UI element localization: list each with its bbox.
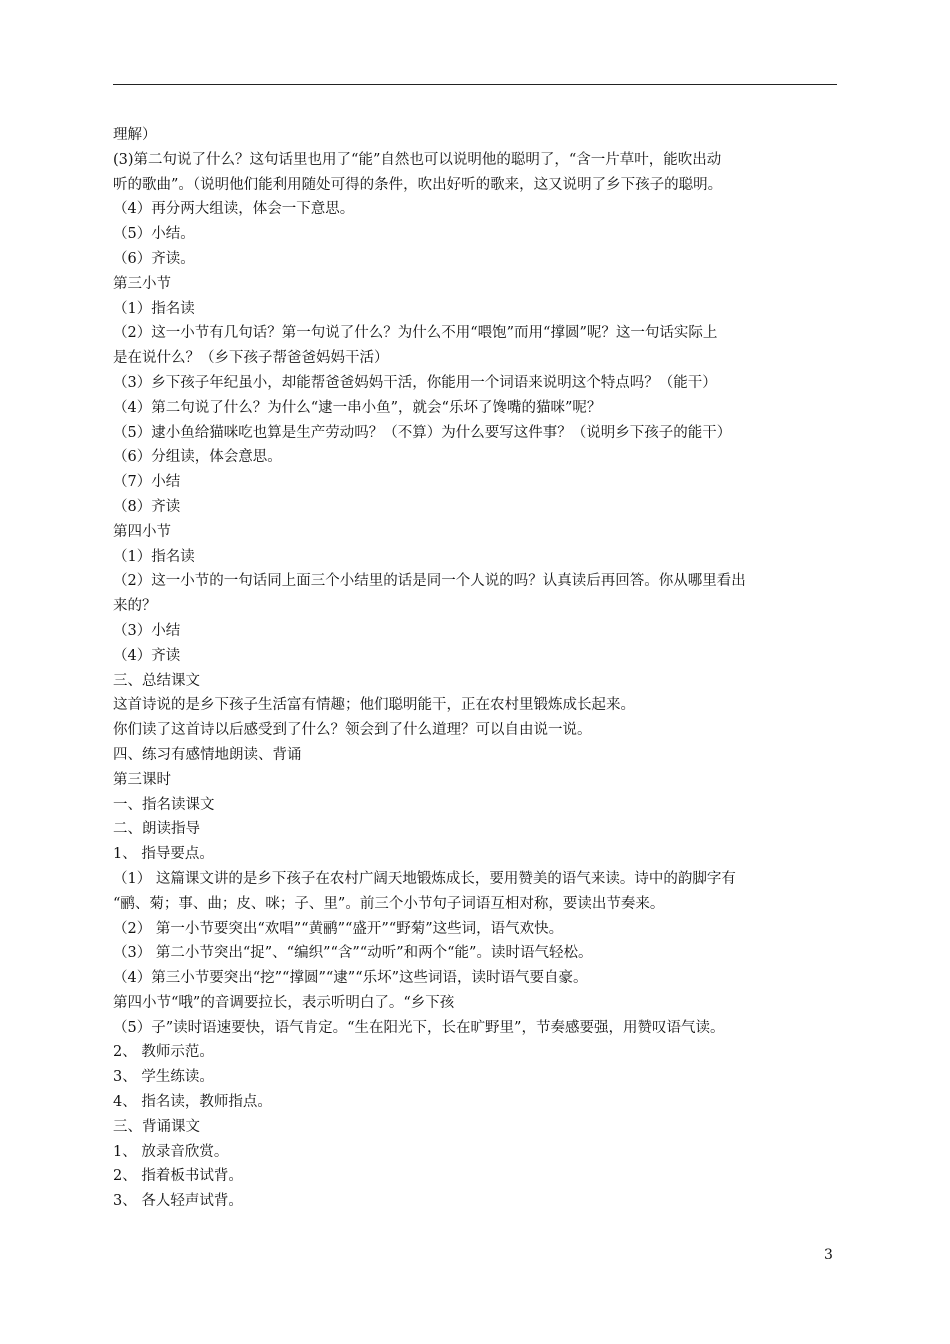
text-line: 3、 各人轻声试背。: [113, 1193, 243, 1210]
text-line: 一、指名读课文: [113, 796, 215, 813]
text-line: （4）齐读: [113, 647, 181, 664]
text-line: （8）齐读: [113, 498, 181, 515]
text-line: 3、 学生练读。: [113, 1069, 214, 1086]
text-line: 2、 教师示范。: [113, 1044, 214, 1061]
text-line: （4）第三小节要突出“挖”“撑圆”“逮”“乐坏”这些词语，读时语气要自豪。: [113, 970, 588, 987]
header-rule: [113, 84, 837, 85]
text-line: 三、背诵课文: [113, 1118, 200, 1135]
text-line: 1、 放录音欣赏。: [113, 1143, 229, 1160]
text-line: 1、 指导要点。: [113, 846, 214, 863]
text-line: （7）小结: [113, 474, 181, 491]
text-line: 二、朗读指导: [113, 821, 200, 838]
text-line: (3)第二句说了什么？这句话里也用了“能”自然也可以说明他的聪明了，“含一片草叶，能吹出动: [113, 151, 722, 168]
text-line: 四、练习有感情地朗读、背诵: [113, 746, 302, 763]
text-line: （3）乡下孩子年纪虽小，却能帮爸爸妈妈干活，你能用一个词语来说明这个特点吗？（能干）: [113, 374, 717, 391]
text-line: （5）小结。: [113, 226, 195, 243]
page-number: 3: [824, 1247, 833, 1263]
text-line: 听的歌曲”。（说明他们能利用随处可得的条件，吹出好听的歌来，这又说明了乡下孩子的聪明。: [113, 176, 723, 193]
text-line: 你们读了这首诗以后感受到了什么？领会到了什么道理？可以自由说一说。: [113, 722, 592, 739]
text-line: （5）子”读时语速要快，语气肯定。“生在阳光下，长在旷野里”，节奏感要强，用赞叹语气读。: [113, 1019, 725, 1036]
text-line: 理解）: [113, 127, 157, 143]
text-line: 第三小节: [113, 275, 171, 292]
text-line: 第四小节: [113, 523, 171, 540]
text-line: （1）指名读: [113, 300, 195, 317]
text-line: （2）这一小节有几句话？第一句说了什么？为什么不用“喂饱”而用“撑圆”呢？这一句话实际上: [113, 325, 718, 342]
text-line: （3） 第二小节突出“捉”、“编织”“含”“动听”和两个“能”。读时语气轻松。: [113, 945, 593, 962]
text-line: 2、 指着板书试背。: [113, 1168, 243, 1185]
text-line: “鹂、菊；事、曲；皮、咪；子、里”。前三个小节句子词语互相对称，要读出节奏来。: [113, 895, 665, 912]
text-line: 4、 指名读，教师指点。: [113, 1094, 272, 1111]
document-body: [113, 123, 839, 1214]
text-line: 第三课时: [113, 771, 171, 788]
text-line: （2） 第一小节要突出“欢唱”“黄鹂”“盛开”“野菊”这些词，语气欢快。: [113, 920, 564, 937]
text-line: 三、总结课文: [113, 672, 200, 689]
text-line: （4）第二句说了什么？为什么“逮一串小鱼”，就会“乐坏了馋嘴的猫咪”呢？: [113, 399, 602, 416]
text-line: （2）这一小节的一句话同上面三个小结里的话是同一个人说的吗？认真读后再回答。你从哪里看出: [113, 573, 746, 590]
text-line: （1） 这篇课文讲的是乡下孩子在农村广阔天地锻炼成长，要用赞美的语气来读。诗中的韵脚字有: [113, 870, 736, 887]
text-line: （4）再分两大组读，体会一下意思。: [113, 201, 355, 218]
text-line: 来的？: [113, 598, 157, 615]
text-line: 是在说什么？（乡下孩子帮爸爸妈妈干活）: [113, 350, 389, 367]
text-line: （6）分组读，体会意思。: [113, 449, 282, 466]
text-line: （5）逮小鱼给猫咪吃也算是生产劳动吗？（不算）为什么要写这件事？（说明乡下孩子的能干）: [113, 424, 732, 441]
text-line: 第四小节“哦”的音调要拉长，表示听明白了。“乡下孩: [113, 994, 455, 1011]
text-line: （1）指名读: [113, 548, 195, 565]
text-line: （6）齐读。: [113, 250, 195, 267]
text-line: （3）小结: [113, 622, 181, 639]
text-line: 这首诗说的是乡下孩子生活富有情趣；他们聪明能干，正在农村里锻炼成长起来。: [113, 697, 635, 714]
